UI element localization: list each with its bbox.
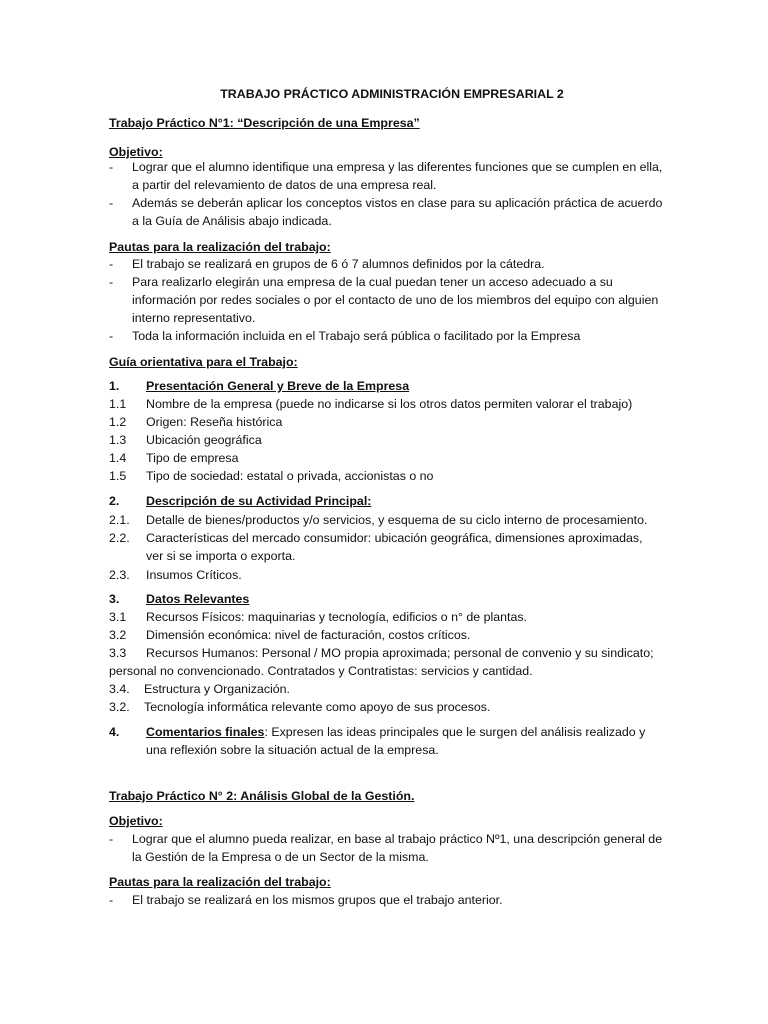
item-text: Tecnología informática relevante como apoyo de sus procesos. — [144, 700, 491, 714]
item-number: 3.3 — [109, 646, 127, 660]
tp2-heading-period: . — [410, 789, 415, 803]
tp1-objective-text: Además se deberán aplicar los conceptos vistos en clase para su aplicación práctica de acuerdo a la Guía de Análisis abajo indicada. — [132, 196, 663, 228]
bullet-dash: - — [109, 832, 114, 846]
item-number: 1.4 — [109, 451, 127, 465]
item-number: 3.2. — [109, 700, 130, 714]
item-number: 3.4. — [109, 682, 130, 696]
tp2-objective-heading: Objetivo: — [109, 814, 163, 828]
item-text: Recursos Físicos: maquinarias y tecnología, edificios o n° de plantas. — [146, 610, 527, 624]
tp2-heading-label: Trabajo Práctico N° 2: Análisis Global de la Gestión — [109, 789, 411, 803]
section-number: 1. — [109, 379, 120, 393]
tp2-objective-item — [109, 830, 669, 866]
bullet-dash: - — [109, 196, 114, 210]
item-text: Insumos Críticos. — [146, 568, 242, 582]
item-number: 2.2. — [109, 531, 130, 545]
item-text-continuation: personal no convencionado. Contratados y Contratistas: servicios y cantidad. — [109, 664, 533, 678]
item-number: 2.1. — [109, 513, 130, 527]
bullet-dash: - — [109, 160, 114, 174]
section-title: Datos Relevantes — [146, 592, 250, 606]
tp1-guideline-text: Para realizarlo elegirán una empresa de la cual puedan tener un acceso adecuado a su información por redes sociales o por el contacto de uno de los miembros del equipo con alguien interno representativo. — [132, 275, 659, 325]
item-text: Ubicación geográfica — [146, 433, 262, 447]
item-number: 3.2 — [109, 628, 127, 642]
document-title: TRABAJO PRÁCTICO ADMINISTRACIÓN EMPRESARIAL 2 — [220, 87, 564, 101]
item-text: Estructura y Organización. — [144, 682, 290, 696]
item-text: Nombre de la empresa (puede no indicarse si los otros datos permiten valorar el trabajo) — [146, 397, 633, 411]
section-number: 3. — [109, 592, 120, 606]
item-text: Detalle de bienes/productos y/o servicios, y esquema de su ciclo interno de procesamiento. — [146, 513, 648, 527]
item-text: Origen: Reseña histórica — [146, 415, 283, 429]
item-number: 2.3. — [109, 568, 130, 582]
tp1-guidelines-heading: Pautas para la realización del trabajo: — [109, 240, 331, 254]
tp1-guideline-text: Toda la información incluida en el Trabajo será pública o facilitado por la Empresa — [132, 329, 581, 343]
bullet-dash: - — [109, 893, 114, 907]
tp1-guideline-text: El trabajo se realizará en grupos de 6 ó 7 alumnos definidos por la cátedra. — [132, 257, 545, 271]
tp1-objective-item — [109, 158, 669, 194]
tp2-guideline-item — [109, 891, 669, 909]
tp2-guidelines-colon: : — [326, 875, 331, 889]
bullet-dash: - — [109, 275, 114, 289]
final-comments — [109, 723, 669, 759]
bullet-dash: - — [109, 329, 114, 343]
item-number: 1.5 — [109, 469, 127, 483]
section-title: Presentación General y Breve de la Empresa — [146, 379, 410, 393]
item-number: 1.1 — [109, 397, 127, 411]
item-number: 3.1 — [109, 610, 127, 624]
tp1-guide-heading: Guía orientativa para el Trabajo: — [109, 355, 298, 369]
tp2-heading — [109, 788, 414, 804]
item-number: 1.2 — [109, 415, 127, 429]
tp1-objective-colon: : — [158, 145, 163, 159]
tp2-guidelines-heading — [109, 874, 331, 890]
tp2-guidelines-label: Pautas para la realización del trabajo — [109, 875, 327, 889]
tp1-objective-item — [109, 194, 669, 230]
tp1-objective-label: Objetivo — [109, 145, 159, 159]
item-number: 1.3 — [109, 433, 127, 447]
tp1-guideline-item — [109, 273, 669, 327]
tp2-guideline-text: El trabajo se realizará en los mismos grupos que el trabajo anterior. — [132, 893, 503, 907]
tp1-guideline-item — [109, 327, 669, 345]
bullet-dash: - — [109, 257, 114, 271]
section-title: Comentarios finales — [146, 725, 265, 739]
final-comments-text: : Expresen las ideas principales que le surgen del análisis realizado y una reflexión sobre la situación actual de la empresa. — [146, 725, 646, 757]
tp1-objective-text: Lograr que el alumno identifique una empresa y las diferentes funciones que se cumplen en ella, a partir del relevamiento de datos de una empresa real. — [132, 160, 663, 192]
tp2-objective-text: Lograr que el alumno pueda realizar, en base al trabajo práctico Nº1, una descripción general de la Gestión de la Empresa o de un Sector de la misma. — [132, 832, 663, 864]
section-title: Descripción de su Actividad Principal: — [146, 494, 372, 508]
item-text: Características del mercado consumidor: ubicación geográfica, dimensiones aproximadas, — [146, 531, 643, 545]
item-text-continuation: ver si se importa o exporta. — [146, 549, 296, 563]
item-text: Recursos Humanos: Personal / MO propia aproximada; personal de convenio y su sindicato; — [146, 646, 654, 660]
item-text: Tipo de sociedad: estatal o privada, accionistas o no — [146, 469, 434, 483]
section-number: 4. — [109, 725, 120, 739]
tp1-heading: Trabajo Práctico N°1: “Descripción de una Empresa” — [109, 116, 420, 130]
item-text: Dimensión económica: nivel de facturación, costos críticos. — [146, 628, 471, 642]
tp1-guideline-item — [109, 255, 669, 273]
item-text: Tipo de empresa — [146, 451, 239, 465]
section-number: 2. — [109, 494, 120, 508]
